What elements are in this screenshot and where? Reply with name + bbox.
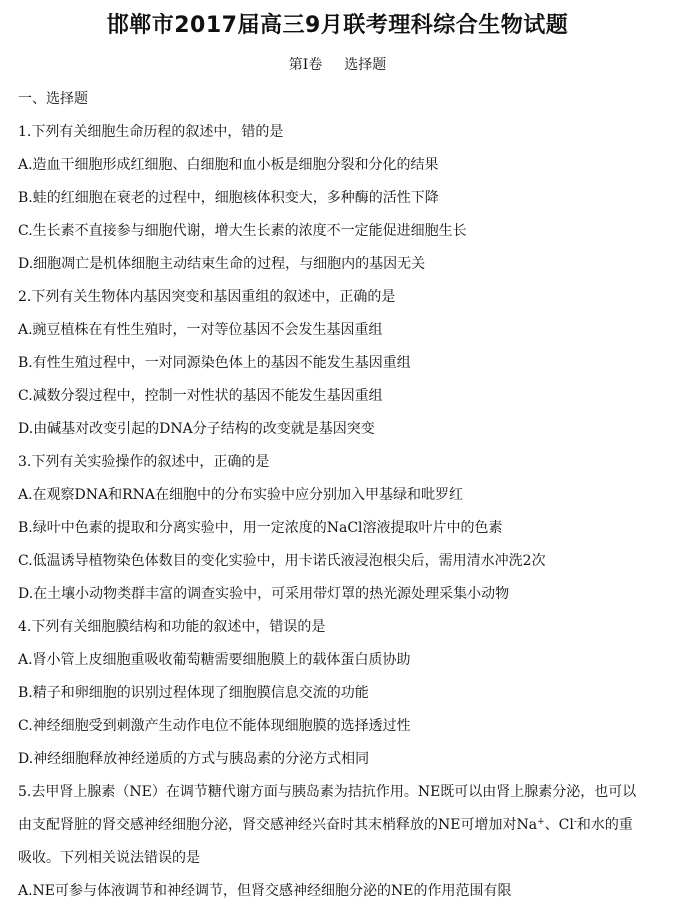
question-5-stem-line-3: 吸收。下列相关说法错误的是 <box>18 850 200 866</box>
question-1-option-b: B.蛙的红细胞在衰老的过程中，细胞核体积变大，多种酶的活性下降 <box>18 190 439 206</box>
q5-line2-before: 由支配肾脏的肾交感神经细胞分泌，肾交感神经兴奋时其末梢释放的NE可增加对Na <box>18 817 538 833</box>
question-2-option-c: C.减数分裂过程中，控制一对性状的基因不能发生基因重组 <box>18 388 383 404</box>
q5-line2-after: 和水的重 <box>576 817 633 833</box>
question-4-stem: 4.下列有关细胞膜结构和功能的叙述中，错误的是 <box>18 619 326 635</box>
question-4-option-b: B.精子和卵细胞的识别过程体现了细胞膜信息交流的功能 <box>18 685 369 701</box>
question-3-option-b: B.绿叶中色素的提取和分离实验中，用一定浓度的NaCl溶液提取叶片中的色素 <box>18 520 503 536</box>
question-4-option-d: D.神经细胞释放神经递质的方式与胰岛素的分泌方式相同 <box>18 751 370 767</box>
q5-line2-sup-plus: + <box>537 817 545 827</box>
question-3-option-a: A.在观察DNA和RNA在细胞中的分布实验中应分别加入甲基绿和吡罗红 <box>18 487 464 503</box>
question-2-stem: 2.下列有关生物体内基因突变和基因重组的叙述中，正确的是 <box>18 289 396 305</box>
question-1-stem: 1.下列有关细胞生命历程的叙述中，错的是 <box>18 124 284 140</box>
question-4-option-c: C.神经细胞受到刺激产生动作电位不能体现细胞膜的选择透过性 <box>18 718 411 734</box>
question-5-stem-line-1: 5.去甲肾上腺素（NE）在调节糖代谢方面与胰岛素为拮抗作用。NE既可以由肾上腺素分泌，也可以 <box>18 784 637 800</box>
question-3-option-d: D.在土壤小动物类群丰富的调查实验中，可采用带灯罩的热光源处理采集小动物 <box>18 586 510 602</box>
q5-line2-middle: 、Cl <box>544 817 574 833</box>
question-5-option-a: A.NE可参与体液调节和神经调节，但肾交感神经细胞分泌的NE的作用范围有限 <box>18 883 512 899</box>
question-3-option-c: C.低温诱导植物染色体数目的变化实验中，用卡诺氏液浸泡根尖后，需用清水冲洗2次 <box>18 553 546 569</box>
question-2-option-d: D.由碱基对改变引起的DNA分子结构的改变就是基因突变 <box>18 421 375 437</box>
question-2-option-b: B.有性生殖过程中，一对同源染色体上的基因不能发生基因重组 <box>18 355 411 371</box>
page-title: 邯郸市2017届高三9月联考理科综合生物试题 <box>106 13 569 38</box>
question-1-option-a: A.造血干细胞形成红细胞、白细胞和血小板是细胞分裂和分化的结果 <box>18 157 439 173</box>
part-heading <box>0 54 675 76</box>
part-name: 选择题 <box>344 57 387 73</box>
part-label: 第Ⅰ卷 <box>288 57 323 73</box>
question-1-option-d: D.细胞凋亡是机体细胞主动结束生命的过程，与细胞内的基因无关 <box>18 256 426 272</box>
question-4-option-a: A.肾小管上皮细胞重吸收葡萄糖需要细胞膜上的载体蛋白质协助 <box>18 652 411 668</box>
question-1-option-c: C.生长素不直接参与细胞代谢，增大生长素的浓度不一定能促进细胞生长 <box>18 223 467 239</box>
question-2-option-a: A.豌豆植株在有性生殖时，一对等位基因不会发生基因重组 <box>18 322 383 338</box>
section-heading: 一、选择题 <box>18 91 88 107</box>
question-3-stem: 3.下列有关实验操作的叙述中，正确的是 <box>18 454 270 470</box>
q5-line2-sup-minus: - <box>573 817 577 827</box>
question-5-stem-line-2 <box>18 814 668 836</box>
